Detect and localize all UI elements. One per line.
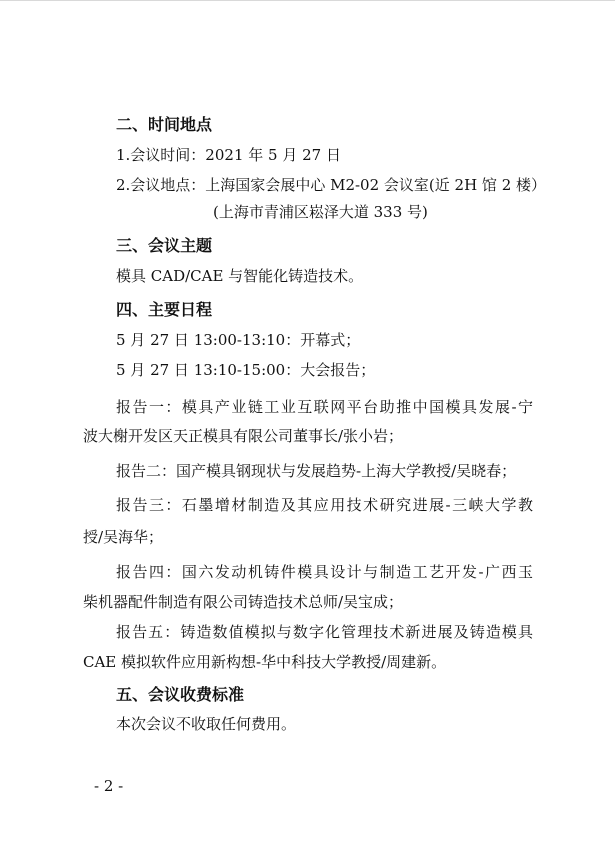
report-5-line-2: CAE 模拟软件应用新构想-华中科技大学教授/周建新。	[83, 653, 447, 671]
section-heading-time-place: 二、时间地点	[116, 115, 213, 134]
report-3-line-2: 授/吴海华；	[83, 528, 164, 546]
page-number: - 2 -	[94, 777, 124, 795]
report-2-line-1: 报告二：国产模具钢现状与发展趋势-上海大学教授/吴晓春；	[116, 462, 517, 480]
schedule-item-reports: 5 月 27 日 13:10-15:00：大会报告；	[116, 361, 376, 379]
report-1-line-1: 报告一：模具产业链工业互联网平台助推中国模具发展-宁	[116, 398, 533, 416]
meeting-theme: 模具 CAD/CAE 与智能化铸造技术。	[116, 267, 364, 285]
report-5-line-1: 报告五：铸造数值模拟与数字化管理技术新进展及铸造模具	[116, 623, 533, 641]
schedule-item-opening: 5 月 27 日 13:00-13:10：开幕式；	[116, 331, 361, 349]
fees-text: 本次会议不收取任何费用。	[116, 715, 297, 733]
report-4-line-2: 柴机器配件制造有限公司铸造技术总师/吴宝成；	[83, 593, 404, 611]
meeting-address: (上海市青浦区崧泽大道 333 号)	[213, 203, 428, 221]
meeting-time: 1.会议时间：2021 年 5 月 27 日	[116, 146, 341, 164]
page-top-border	[0, 0, 615, 1]
meeting-place: 2.会议地点：上海国家会展中心 M2-02 会议室(近 2H 馆 2 楼）	[116, 176, 546, 194]
report-1-line-2: 波大榭开发区天正模具有限公司董事长/张小岩；	[83, 427, 404, 445]
section-heading-schedule: 四、主要日程	[116, 300, 213, 319]
report-4-line-1: 报告四：国六发动机铸件模具设计与制造工艺开发-广西玉	[116, 563, 533, 581]
report-3-line-1: 报告三：石墨增材制造及其应用技术研究进展-三峡大学教	[116, 496, 533, 514]
section-heading-fees: 五、会议收费标准	[116, 685, 245, 704]
section-heading-theme: 三、会议主题	[116, 236, 213, 255]
